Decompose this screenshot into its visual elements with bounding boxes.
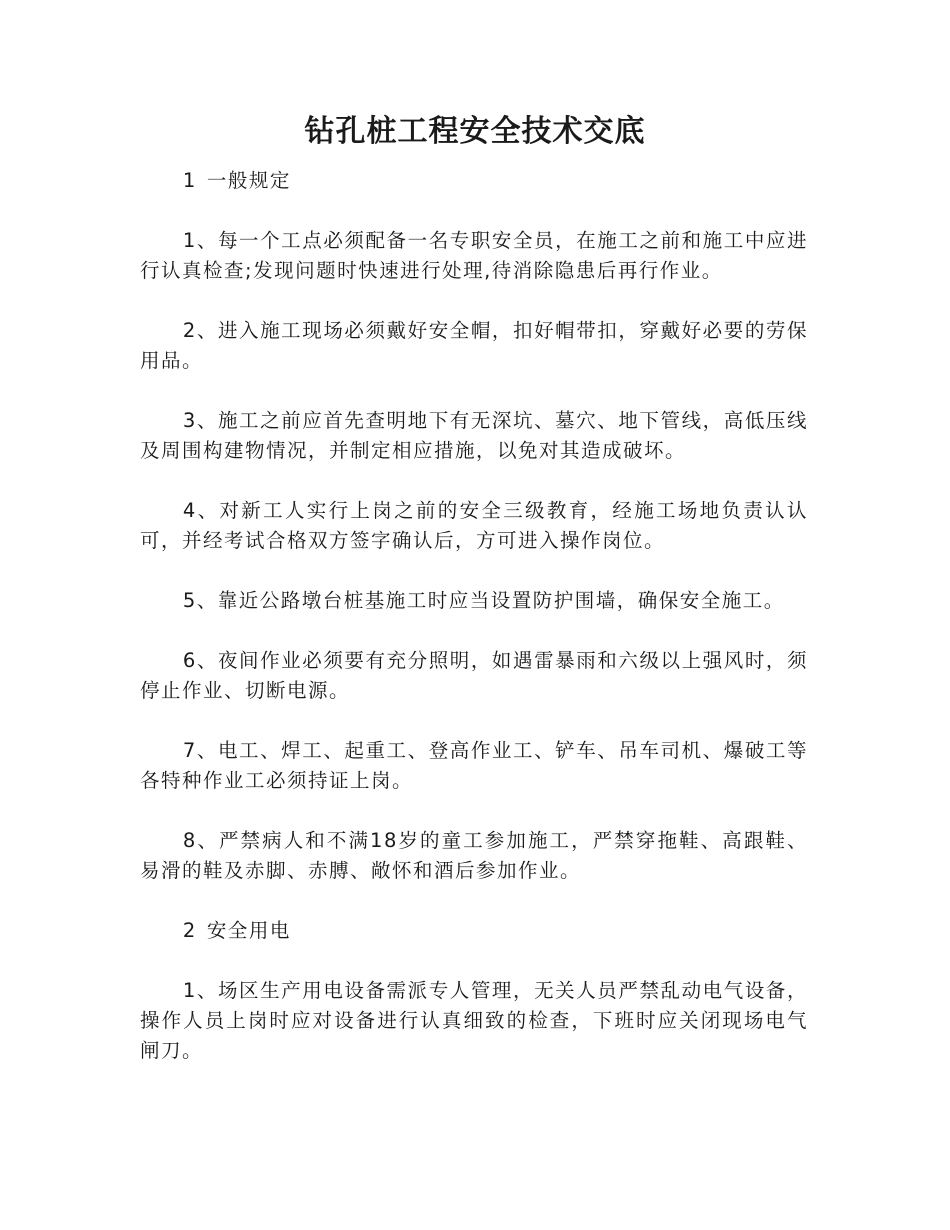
section-number: 1: [182, 169, 197, 192]
paragraph: 3、施工之前应首先查明地下有无深坑、墓穴、地下管线，高低压线及周围构建物情况，并制定相应措施，以免对其造成破坏。: [140, 409, 808, 462]
paragraph: 5、靠近公路墩台桩基施工时应当设置防护围墙，确保安全施工。: [182, 589, 785, 612]
paragraph: 7、电工、焊工、起重工、登高作业工、铲车、吊车司机、爆破工等各特种作业工必须持证上岗。: [140, 739, 808, 792]
document-body: [140, 166, 808, 1096]
section-heading-electricity: [140, 916, 808, 946]
paragraph: 4、对新工人实行上岗之前的安全三级教育，经施工场地负责认认可，并经考试合格双方签字确认后，方可进入操作岗位。: [140, 499, 808, 552]
section-heading-general: [140, 166, 808, 196]
section-number: 2: [182, 919, 197, 942]
paragraph: 1、每一个工点必须配备一名专职安全员，在施工之前和施工中应进行认真检查;发现问题时快速进行处理,待消除隐患后再行作业。: [140, 229, 808, 282]
paragraph: 6、夜间作业必须要有充分照明，如遇雷暴雨和六级以上强风时，须停止作业、切断电源。: [140, 649, 808, 702]
section-title: 安全用电: [206, 919, 291, 942]
section-title: 一般规定: [206, 169, 291, 192]
paragraph: 1、场区生产用电设备需派专人管理，无关人员严禁乱动电气设备，操作人员上岗时应对设备进行认真细致的检查，下班时应关闭现场电气闸刀。: [140, 979, 808, 1062]
paragraph: 2、进入施工现场必须戴好安全帽，扣好帽带扣，穿戴好必要的劳保用品。: [140, 319, 808, 372]
paragraph: 8、严禁病人和不满18岁的童工参加施工，严禁穿拖鞋、高跟鞋、易滑的鞋及赤脚、赤膊、敞怀和酒后参加作业。: [140, 829, 808, 882]
document-title: 钻孔桩工程安全技术交底: [304, 114, 646, 149]
